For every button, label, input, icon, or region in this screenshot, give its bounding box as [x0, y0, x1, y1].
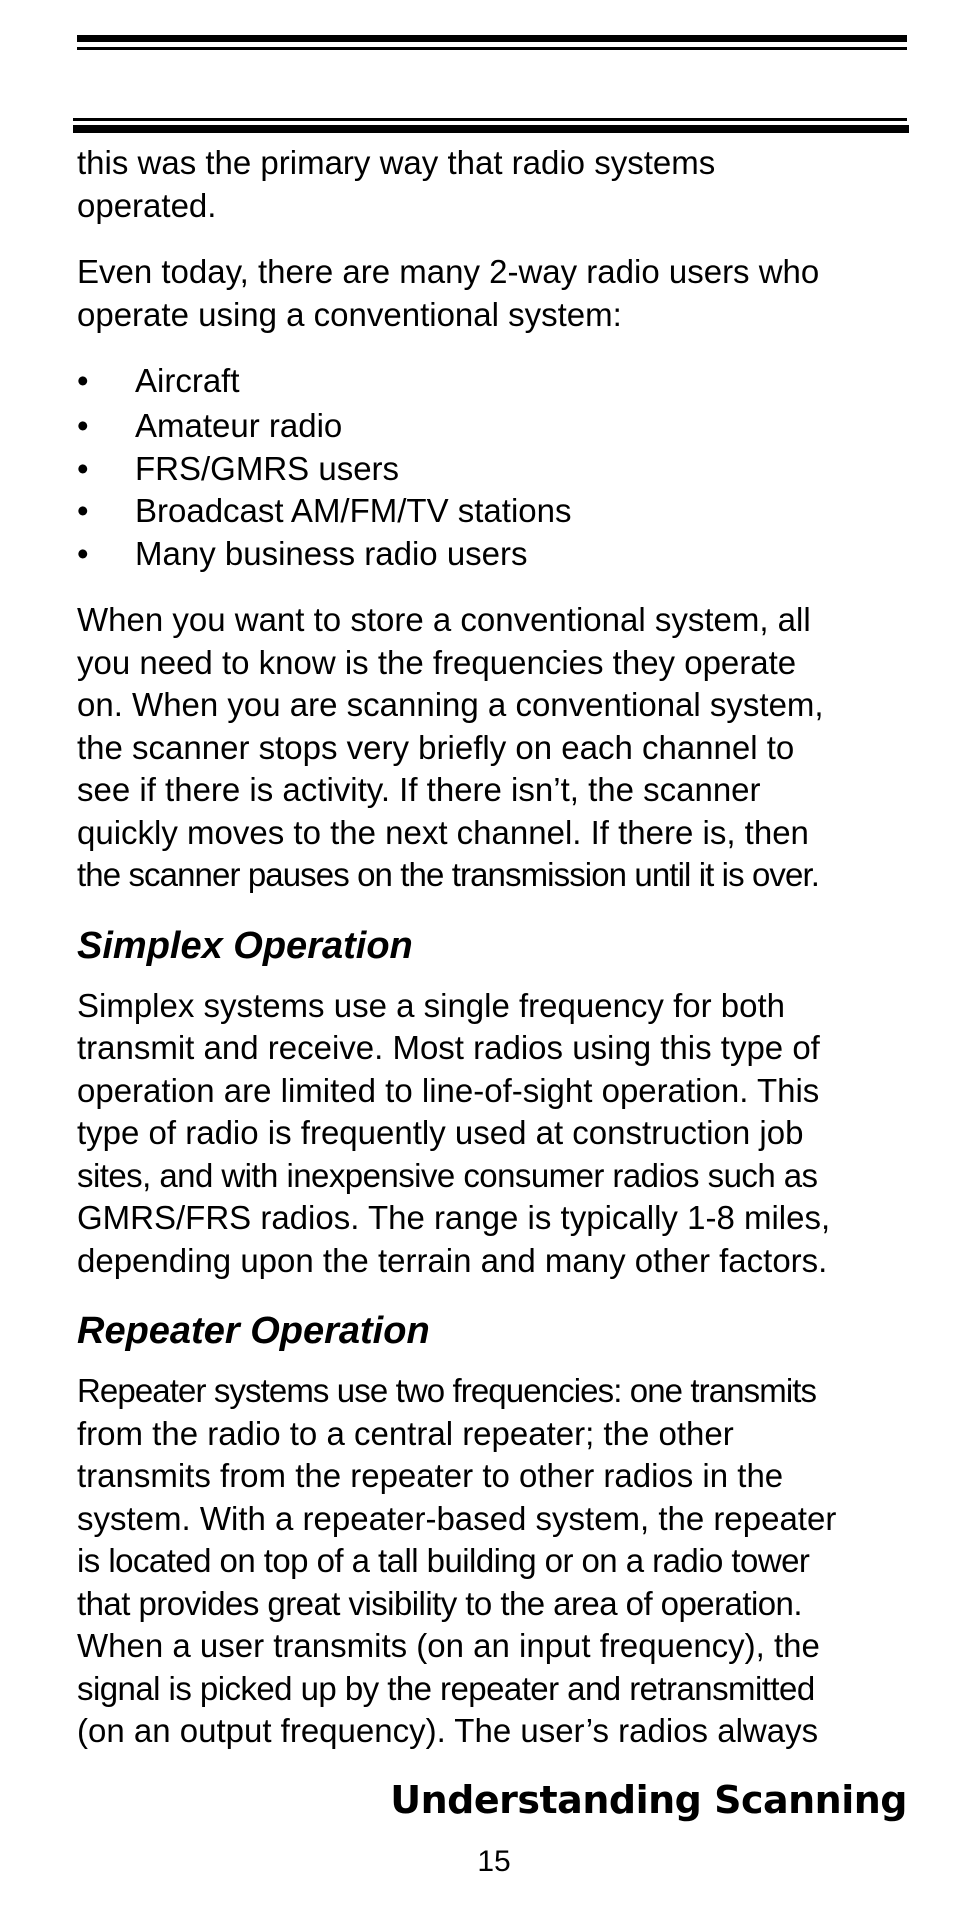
- paragraph-line: is located on top of a tall building or on a radio tower: [77, 1542, 810, 1579]
- paragraph-line: the scanner pauses on the transmission until it is over.: [77, 856, 820, 893]
- list-item-text: Amateur radio: [135, 407, 343, 444]
- paragraph-line: that provides great visibility to the area of operation.: [77, 1584, 802, 1622]
- paragraph-line: quickly moves to the next channel. If there is, then: [77, 813, 809, 851]
- intro-line: operated.: [77, 186, 217, 224]
- conventional-scanning-paragraph: [77, 599, 907, 897]
- simplex-heading: Simplex Operation: [77, 924, 413, 967]
- simplex-paragraph: [77, 985, 907, 1283]
- paragraph-line: operate using a conventional system:: [77, 295, 622, 333]
- list-item: [77, 533, 907, 576]
- paragraph-line: signal is picked up by the repeater and retransmitted: [77, 1669, 815, 1707]
- paragraph-line: When a user transmits (on an input frequency), the: [77, 1627, 820, 1664]
- footer-section-title: Understanding Scanning: [390, 1778, 907, 1822]
- paragraph-line: GMRS/FRS radios. The range is typically 1-8 miles,: [77, 1199, 831, 1236]
- conventional-users-paragraph: [77, 251, 907, 336]
- header-rule-thick-top: [77, 35, 907, 42]
- paragraph-line: you need to know is the frequencies they operate: [77, 643, 797, 681]
- bullet-marker: •: [77, 449, 89, 487]
- paragraph-line: (on an output frequency). The user’s radios always: [77, 1712, 819, 1749]
- paragraph-line: operation are limited to line-of-sight operation. This: [77, 1071, 820, 1109]
- intro-line: this was the primary way that radio systems: [77, 144, 716, 181]
- paragraph-line: transmit and receive. Most radios using this type of: [77, 1029, 820, 1066]
- header-rule-thick-bottom: [73, 125, 909, 133]
- paragraph-line: sites, and with inexpensive consumer radios such as: [77, 1156, 818, 1194]
- paragraph-line: type of radio is frequently used at construction job: [77, 1114, 804, 1151]
- conventional-users-list: [77, 360, 907, 575]
- body-text: [77, 142, 907, 1753]
- paragraph-line: transmits from the repeater to other radios in the: [77, 1457, 784, 1494]
- list-item: [77, 405, 907, 448]
- paragraph-line: Simplex systems use a single frequency for both: [77, 986, 786, 1024]
- list-item: [77, 448, 907, 491]
- list-item-text: Many business radio users: [135, 534, 528, 572]
- paragraph-line: from the radio to a central repeater; the other: [77, 1414, 734, 1452]
- header-rule-thin-bottom: [73, 118, 907, 121]
- paragraph-line: Even today, there are many 2-way radio users who: [77, 253, 820, 290]
- page-number: 15: [477, 1845, 511, 1878]
- paragraph-line: When you want to store a conventional system, all: [77, 601, 811, 638]
- list-item-text: Broadcast AM/FM/TV stations: [135, 492, 572, 529]
- paragraph-line: the scanner stops very briefly on each channel to: [77, 728, 795, 766]
- paragraph-line: Repeater systems use two frequencies: one transmits: [77, 1372, 817, 1409]
- list-item-text: FRS/GMRS users: [135, 449, 400, 487]
- bullet-marker: •: [77, 407, 89, 444]
- list-item: [77, 490, 907, 533]
- header-rule-thin-top: [77, 47, 907, 50]
- paragraph-line: depending upon the terrain and many other factors.: [77, 1241, 828, 1279]
- intro-paragraph: [77, 142, 907, 227]
- bullet-marker: •: [77, 492, 89, 529]
- list-item-text: Aircraft: [135, 362, 240, 399]
- list-item: [77, 360, 907, 405]
- repeater-paragraph: [77, 1370, 907, 1753]
- repeater-heading: Repeater Operation: [77, 1310, 430, 1352]
- paragraph-line: system. With a repeater-based system, the repeater: [77, 1499, 837, 1537]
- paragraph-line: on. When you are scanning a conventional system,: [77, 686, 824, 723]
- paragraph-line: see if there is activity. If there isn’t, the scanner: [77, 771, 761, 808]
- bullet-marker: •: [77, 362, 89, 399]
- bullet-marker: •: [77, 534, 89, 572]
